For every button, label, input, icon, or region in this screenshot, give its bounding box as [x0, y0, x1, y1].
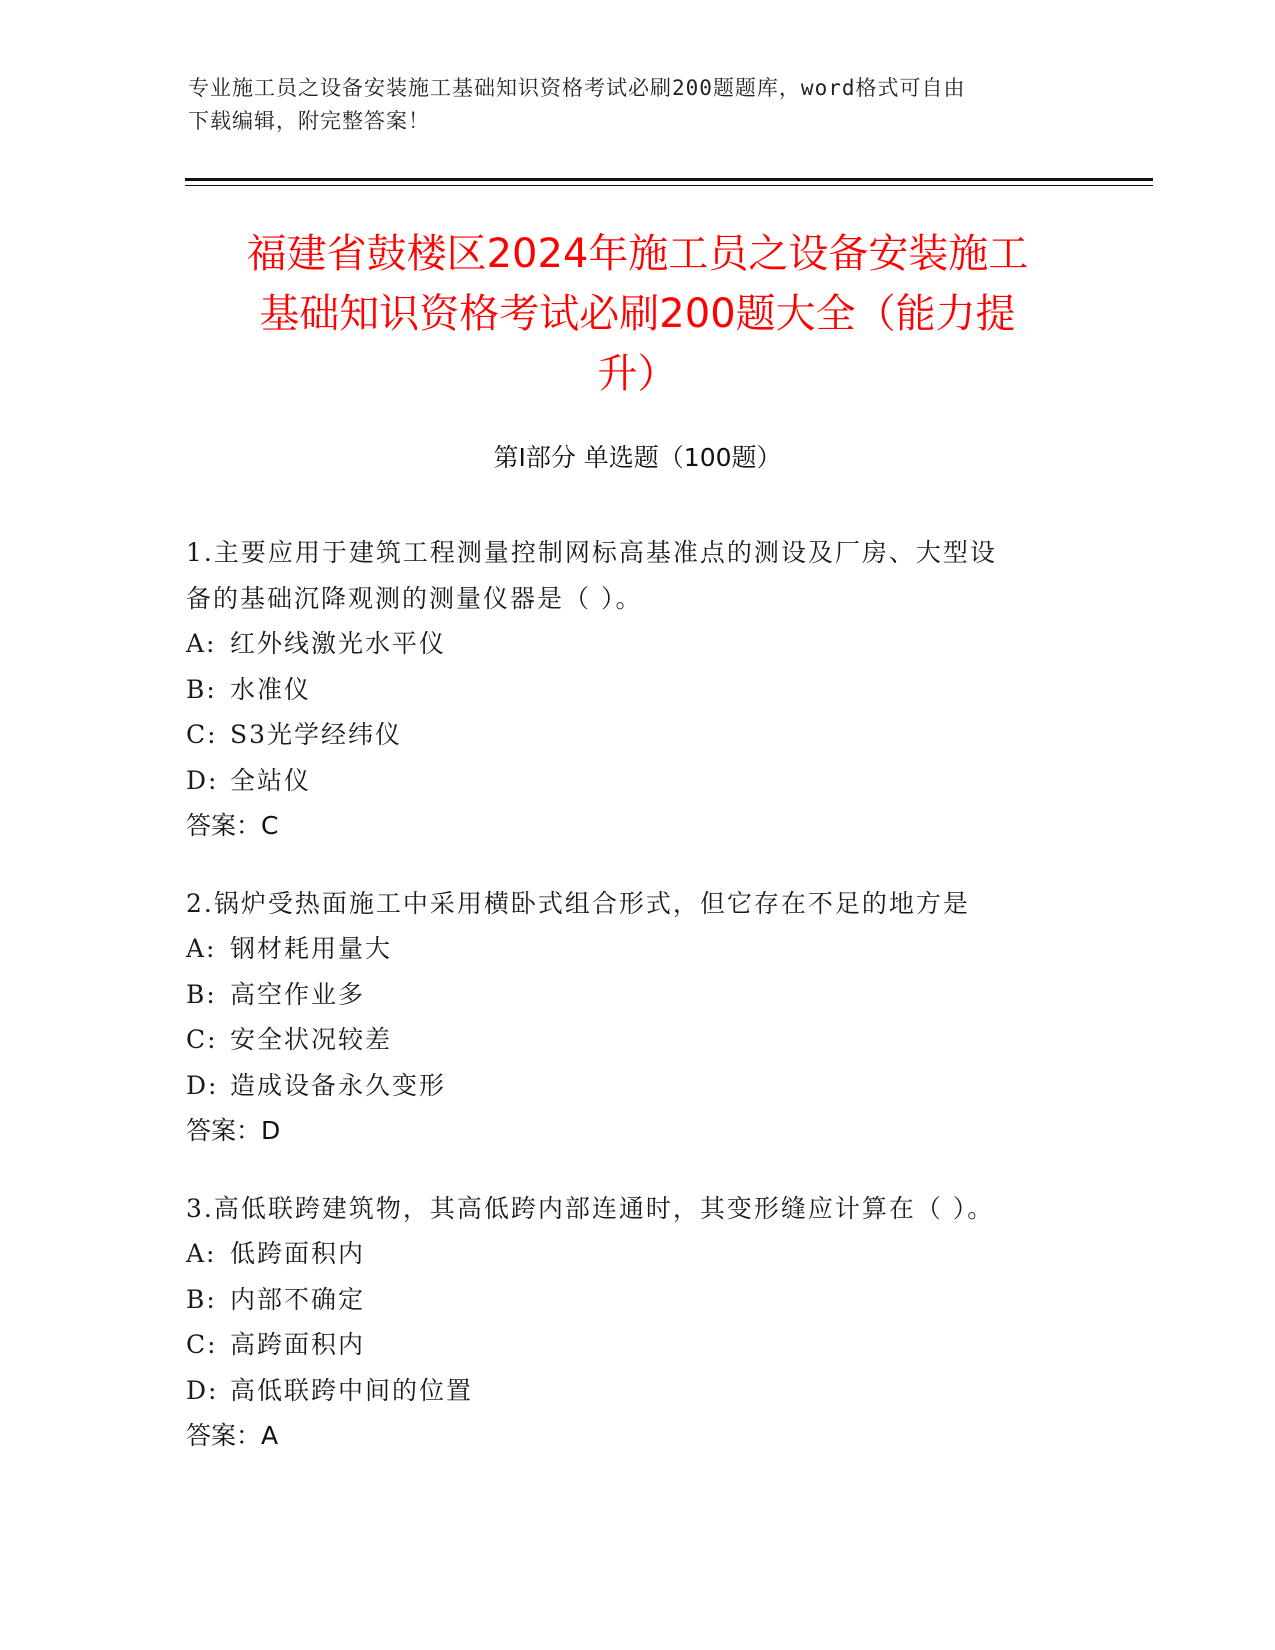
option-text: 钢材耗用量大 — [230, 934, 393, 963]
header-rule-thin — [185, 185, 1153, 186]
option-letter: D: — [186, 1070, 219, 1100]
option-text: 水准仪 — [230, 674, 312, 704]
option-d — [186, 1368, 1086, 1414]
option-text: 内部不确定 — [230, 1284, 366, 1314]
option-text: 高低联跨中间的位置 — [230, 1375, 474, 1405]
option-letter: A: — [186, 934, 217, 963]
option-letter: B: — [186, 979, 217, 1009]
answer: 答案：A — [186, 1421, 279, 1450]
option-d — [186, 1063, 1086, 1109]
option-text: 高跨面积内 — [230, 1330, 366, 1359]
question-list — [186, 530, 1086, 1491]
option-letter: A: — [186, 629, 217, 658]
option-letter: C: — [186, 720, 218, 749]
question-text: 2.锅炉受热面施工中采用横卧式组合形式，但它存在不足的地方是 — [186, 888, 970, 918]
question-text: 3.高低联跨建筑物，其高低跨内部连通时，其变形缝应计算在（ ）。 — [186, 1193, 995, 1223]
option-text: 低跨面积内 — [230, 1239, 366, 1268]
option-a — [186, 621, 1086, 667]
intro-text — [188, 72, 1088, 138]
option-letter: A: — [186, 1239, 217, 1268]
option-a — [186, 926, 1086, 972]
question-3 — [186, 1186, 1086, 1459]
option-letter: C: — [186, 1330, 218, 1359]
option-letter: B: — [186, 674, 217, 704]
option-letter: B: — [186, 1284, 217, 1314]
intro-line-1: 专业施工员之设备安装施工基础知识资格考试必刷200题题库，word格式可自由 — [188, 76, 966, 100]
option-letter: D: — [186, 765, 219, 795]
title-line-1: 福建省鼓楼区2024年施工员之设备安装施工 — [246, 231, 1029, 277]
option-letter: D: — [186, 1375, 219, 1405]
option-b — [186, 1277, 1086, 1323]
intro-line-2: 下载编辑，附完整答案！ — [188, 109, 430, 133]
question-text-continued: 备的基础沉降观测的测量仪器是（ ）。 — [186, 583, 643, 613]
document-title — [160, 224, 1115, 404]
answer: 答案：C — [186, 811, 279, 840]
question-text: 1.主要应用于建筑工程测量控制网标高基准点的测设及厂房、大型设 — [186, 538, 997, 567]
option-a — [186, 1231, 1086, 1277]
option-b — [186, 972, 1086, 1018]
option-text: 高空作业多 — [230, 979, 366, 1009]
option-text: 全站仪 — [230, 765, 312, 795]
question-2 — [186, 881, 1086, 1154]
option-letter: C: — [186, 1025, 218, 1054]
option-c — [186, 712, 1086, 758]
option-b — [186, 667, 1086, 713]
title-line-2: 基础知识资格考试必刷200题大全（能力提 — [259, 291, 1016, 337]
option-text: 造成设备永久变形 — [230, 1070, 447, 1100]
answer: 答案：D — [186, 1116, 281, 1145]
question-1 — [186, 530, 1086, 849]
option-d — [186, 758, 1086, 804]
section-heading: 第Ⅰ部分 单选题（100题） — [493, 443, 782, 472]
option-c — [186, 1322, 1086, 1368]
option-text: S3光学经纬仪 — [230, 720, 403, 749]
option-c — [186, 1017, 1086, 1063]
option-text: 红外线激光水平仪 — [230, 629, 447, 658]
option-text: 安全状况较差 — [230, 1025, 393, 1054]
header-rule-thick — [185, 178, 1153, 181]
title-line-3: 升） — [597, 351, 678, 397]
